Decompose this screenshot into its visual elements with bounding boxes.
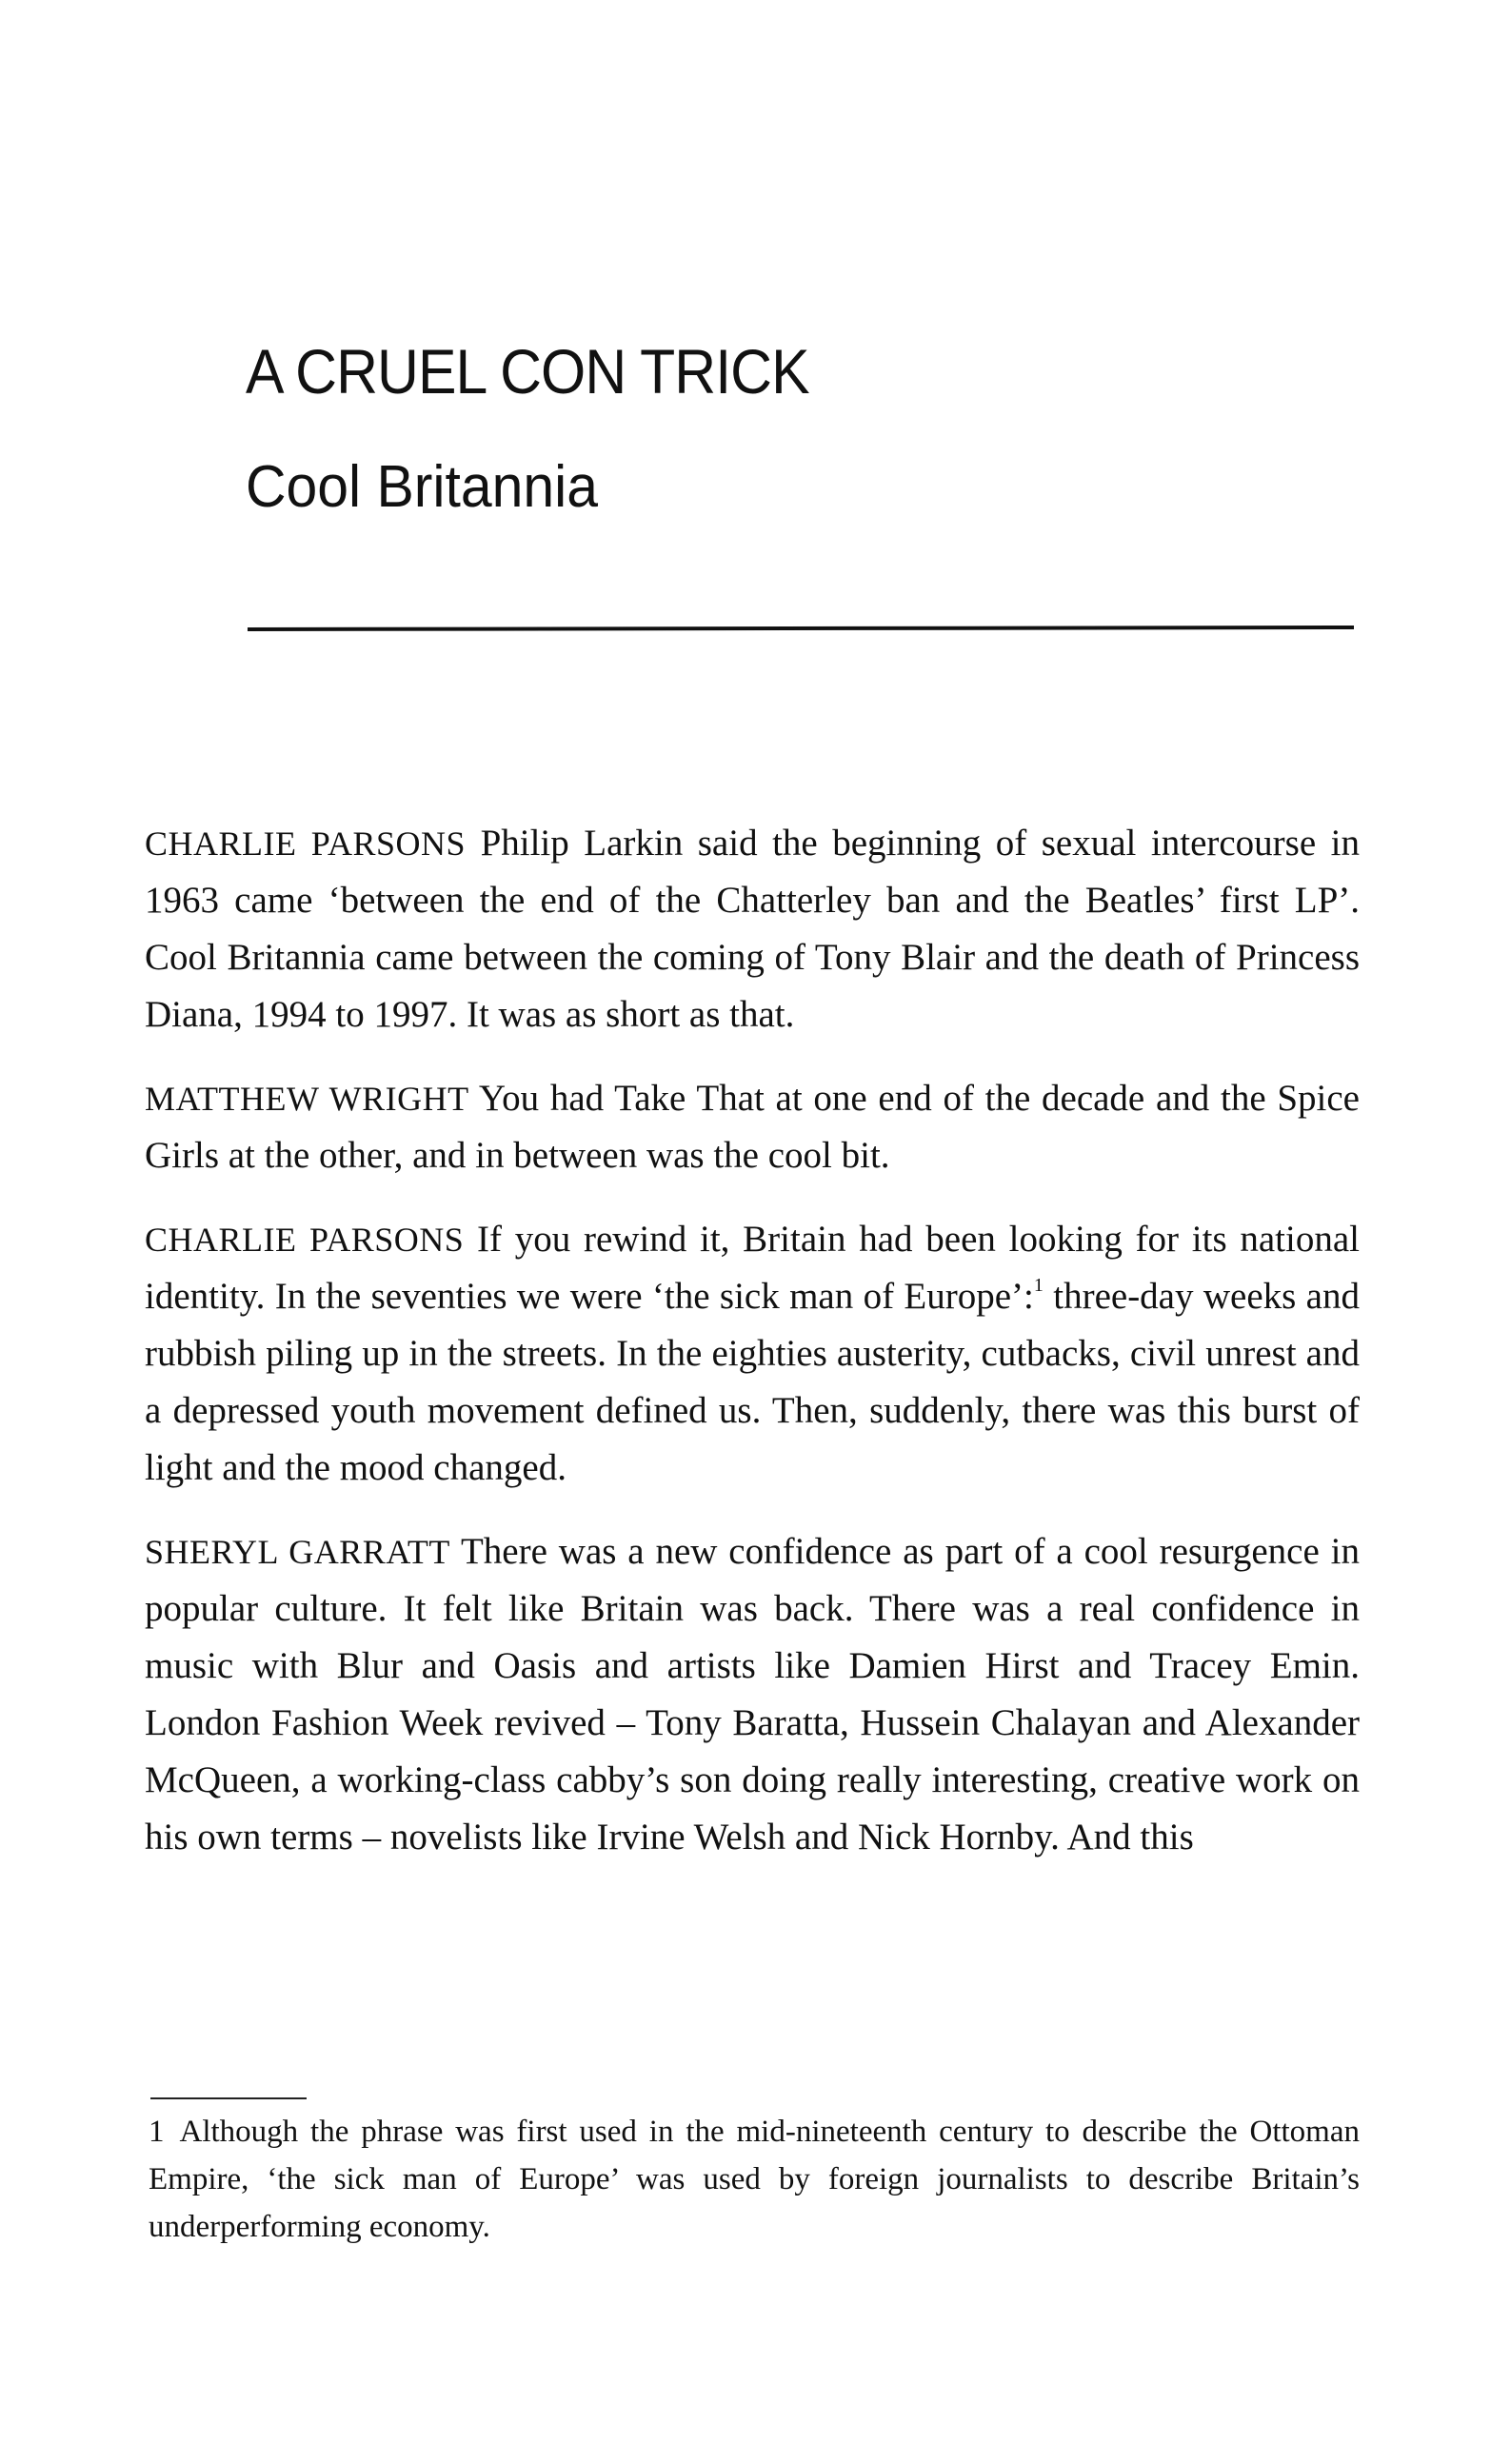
chapter-subtitle: Cool Britannia — [246, 454, 598, 520]
title-divider — [248, 626, 1354, 631]
speaker-name: CHARLIE PARSONS — [145, 1221, 465, 1259]
paragraph-text: There was a new confidence as part of a cool resurgence in popular culture. It felt like Britain was back. There was a real confidence in music with Blur and Oasis and artists like Damien Hirst and Tracey Emin. London Fashion Week revived – Tony Baratta, Hussein Chalayan and Alexander McQueen, a working-class cabby’s son doing really interesting, creative work on his own terms – novelists like Irvine Welsh and Nick Hornby. And this — [145, 1531, 1361, 1858]
footnote-divider — [150, 2097, 307, 2099]
speaker-name: SHERYL GARRATT — [145, 1533, 450, 1571]
speaker-name: MATTHEW WRIGHT — [145, 1080, 469, 1118]
paragraph-text-continued: three-day weeks and rubbish piling up in the streets. In the eighties austerity, cutbacks, civil unrest and a depressed youth movement defined us. Then, suddenly, there was this burst of light and the mood changed. — [145, 1276, 1360, 1488]
paragraph-text: Philip Larkin said the beginning of sexual intercourse in 1963 came ‘between the end of the Chatterley ban and the Beatles’ first LP’. Cool Britannia came between the coming of Tony Blair and the death of Princess Diana, 1994 to 1997. It was as short as that. — [145, 823, 1361, 1035]
paragraph-text: If you rewind it, Britain had been looking for its national identity. In the seventies we were ‘the sick man of Europe’: — [145, 1219, 1360, 1317]
speaker-name: CHARLIE PARSONS — [145, 825, 467, 863]
paragraph — [145, 1211, 1360, 1497]
footnote — [149, 2108, 1360, 2251]
paragraph-text: You had Take That at one end of the decade and the Spice Girls at the other, and in between was the cool bit. — [145, 1078, 1360, 1176]
footnote-reference: 1 — [1033, 1275, 1044, 1296]
footnote-text: Although the phrase was first used in the mid-nineteenth century to describe the Ottoman Empire, ‘the sick man of Europe’ was used by foreign journalists to describe Britain’s underperforming economy. — [149, 2115, 1360, 2244]
paragraph — [145, 1523, 1360, 1866]
footnote-number: 1 — [149, 2115, 165, 2149]
paragraph — [145, 815, 1360, 1043]
chapter-title: A CRUEL CON TRICK — [246, 336, 809, 407]
paragraph — [145, 1070, 1360, 1184]
body-text — [145, 815, 1360, 1893]
